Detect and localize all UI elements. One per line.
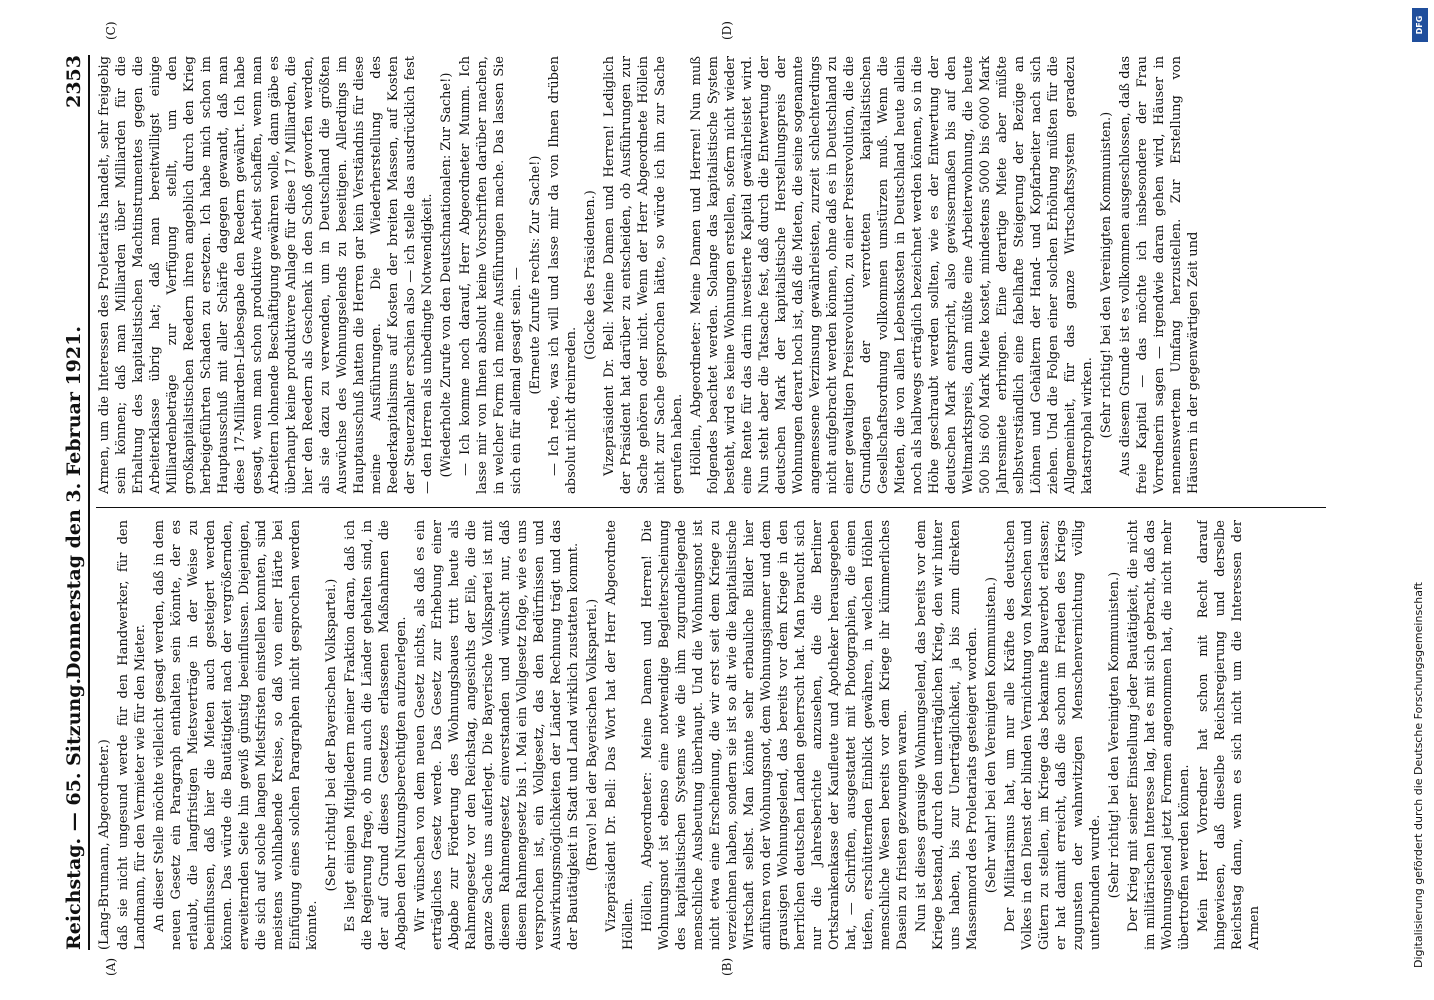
interjection: (Glocke des Präsidenten.) bbox=[583, 190, 598, 360]
right-column bbox=[96, 56, 1326, 494]
chair-statement: Vizepräsident Dr. Bell: Das Wort hat der Herr Abgeordnete Höllein. bbox=[604, 520, 636, 950]
digitization-note: Digitalisierung gefördert durch die Deutsche Forschungsgemeinschaft bbox=[1412, 582, 1425, 968]
page-number: 2353 bbox=[63, 55, 85, 108]
header-date: Donnerstag den 3. Februar 1921. bbox=[63, 326, 85, 679]
paragraph: Es liegt einigen Mitgliedern meiner Fraktion daran, daß ich die Regierung frage, ob nun auch die Länder gehalten sind, in der auf Grund dieses Gesetzes erlassenen Maßnahmen die Abgaben den Nutzungsberechtigten aufzuerlegen. bbox=[343, 520, 409, 950]
paragraph: Nun ist dieses grausige Wohnungselend, das bereits vor dem Kriege bestand, durch den unerträglichen Krieg, den wir hinter uns haben, bis zur Unerträglichkeit, ja bis zum direkten Massenmord des Proletariats gesteigert worden. bbox=[914, 520, 980, 950]
interjection: (Bravo! bei der Bayerischen Volkspartei.) bbox=[585, 598, 600, 872]
paragraph: daß sie nicht ungesund werde für den Handwerker, für den Landmann, für den Vermieter wie für den Mieter. bbox=[116, 520, 148, 950]
dfg-logo-text: DFG bbox=[1415, 15, 1424, 35]
interjection: (Wiederholte Zurufe von den Deutschnationalen: Zur Sache!) bbox=[439, 72, 454, 478]
speech-opening: Höllein, Abgeordneter: Meine Damen und Herren! Nun muß folgendes beachtet werden. Solange das kapitalistische System besteht, wird es keine Wohnungen erstellen, sofern nicht wieder eine Rente für das darin investierte Kapital gewährleistet wird. Nun steht aber die Tatsache fest, daß durch die Entwertung der deutschen Mark der kapitalistische Herstellungspreis der Wohnungen derart hoch ist, daß die Mieten, die seine sogenannte angemessene Verzinsung gewährleisten, zurzeit schlechterdings nicht aufgebracht werden können, ohne daß es in Deutschland zu einer gewaltigen Preisrevolution, zu einer Preisrevolution, die die Grundlagen der verrotteten kapitalistischen Gesellschaftsordnung vollkommen umstürzen muß. Wenn die Mieten, die von allen Lebenskosten in Deutschland heute allein noch als halbwegs erträglich bezeichnet werden können, so in die Höhe geschraubt werden sollten, wie es der Entwertung der deutschen Mark entspricht, also gewissermaßen bis auf den Weltmarktspreis, dann müßte eine Arbeiterwohnung, die heute 500 bis 600 Mark Miete kostet, mindestens 5000 bis 6000 Mark Jahresmiete erbringen. Eine derartige Miete aber müßte selbstverständlich eine fabelhafte Steigerung der Bezüge an Löhnen und Gehältern der Hand- und Kopfarbeiter nach sich ziehen. Und die Folgen einer solchen Erhöhung müßten für die Allgemeinheit, für das ganze Wirtschaftssystem geradezu katastrophal wirken. bbox=[689, 56, 1095, 494]
margin-marker-c: (C) bbox=[104, 21, 118, 40]
margin-marker-b: (B) bbox=[720, 957, 734, 976]
interjection: (Sehr richtig! bei der Bayerischen Volkspartei.) bbox=[324, 578, 339, 892]
interjection: (Sehr wahr! bei den Vereinigten Kommunisten.) bbox=[984, 576, 999, 894]
chair-statement: Vizepräsident Dr. Bell: Meine Damen und Herren! Lediglich der Präsident hat darüber zu entscheiden, ob Ausführungen zur Sache gehören oder nicht. Wenn der Herr Abgeordnete Höllein nicht zur Sache gesprochen hätte, so würde ich ihn zur Sache gerufen haben. bbox=[602, 56, 685, 494]
interjection: (Erneute Zurufe rechts: Zur Sache!) bbox=[528, 155, 543, 395]
header-session: Reichstag. — 65. Sitzung. bbox=[63, 677, 85, 950]
paragraph: Der Krieg mit seiner Einstellung jeder Bautätigkeit, die nicht im militärischen Interesse lag, hat es mit sich gebracht, daß das Wohnungselend jetzt Formen angenommen hat, die nicht mehr übertroffen werden können. bbox=[1126, 520, 1192, 950]
interjection: (Sehr richtig! bei den Vereinigten Kommunisten.) bbox=[1099, 111, 1114, 439]
interjection: (Sehr richtig! bei den Vereinigten Kommunisten.) bbox=[1107, 571, 1122, 899]
paragraph: An dieser Stelle möchte vielleicht gesagt werden, daß in dem neuen Gesetz ein Paragraph enthalten sein könnte, der es erlaubt, die langfristigen Mietsverträge in der Weise zu beeinflussen, daß hier die Mieten auch gesteigert werden können. Das würde die Bautätigkeit nach der vergrößernden, erweiternden Seite hin gewiß günstig beeinflussen. Diejenigen, die sich auf solche langen Mietsfristen einstellen konnten, sind meistens wohlhabende Kreise, so daß von einer Härte bei Einfügung eines solchen Paragraphen nicht gesprochen werden könnte. bbox=[152, 520, 320, 950]
paragraph: Mein Herr Vorredner hat schon mit Recht darauf hingewiesen, daß dieselbe Reichsregierung und derselbe Reichstag dann, wenn es sich nicht um die Interessen der Armen bbox=[1196, 520, 1262, 950]
margin-marker-d: (D) bbox=[720, 21, 734, 40]
paragraph: Wir wünschen von dem neuen Gesetz nichts, als daß es ein erträgliches Gesetz werde. Das Gesetz zur Erhebung einer Abgabe zur Förderung des Wohnungsbaues tritt heute als Rahmengesetz vor den Reichstag, angesichts der Eile, die die ganze Sache uns auferlegt. Die Bayerische Volkspartei ist mit diesem Rahmengesetz einverstanden und wünscht nur, daß diesem Rahmengesetz bis 1. Mai ein Vollgesetz folge, wie es uns versprochen ist, ein Vollgesetz, das den Bedürfnissen und Auswirkungsmöglichkeiten der Länder Rechnung trägt und das der Bautätigkeit in Stadt und Land wirklich zustatten kommt. bbox=[413, 520, 581, 950]
paragraph: Der Militarismus hat, um nur alle Kräfte des deutschen Volkes in den Dienst der blinden Vernichtung von Menschen und Gütern zu stellen, im Kriege das bekannte Bauverbot erlassen; er hat damit erreicht, daß die schon im Frieden des Kriegs zugunsten der wahnwitzigen Menschenvernichtung völlig unterbunden wurde. bbox=[1003, 520, 1103, 950]
speech-opening: Höllein, Abgeordneter: Meine Damen und Herren! Die Wohnungsnot ist ebenso eine notwendige Begleiterscheinung des kapitalistischen Systems wie die ihm zugrundeliegende menschliche Ausbeutung überhaupt. Und die Wohnungsnot ist nicht etwa eine Erscheinung, die wir erst seit dem Kriege zu verzeichnen haben, sondern sie ist so alt wie die kapitalistische Wirtschaft selbst. Man könnte sehr erbauliche Bilder hier anführen von der Wohnungsnot, dem Wohnungsjammer und dem grausigen Wohnungselend, das bereits vor dem Kriege in den herrlichen deutschen Landen geherrscht hat. Man braucht sich nur die Jahresberichte anzusehen, die die Berliner Ortskrankenkasse der Kaufleute und Apotheker herausgegeben hat, — Schriften, ausgestattet mit Photographien, die einen tiefen, erschütternden Einblick gewähren, in welchen Höhlen menschliche Wesen bereits vor dem Kriege ihr kümmerliches Dasein zu fristen gezwungen waren. bbox=[640, 520, 910, 950]
left-column bbox=[96, 520, 1326, 950]
speaker-running-head: (Lang-Brumann, Abgeordneter.) bbox=[97, 739, 112, 950]
paragraph: Aus diesem Grunde ist es vollkommen ausgeschlossen, daß das freie Kapital — das möchte ich insbesondere der Frau Vorrednerin sagen — irgendwie daran gehen wird, Häuser in nennenswertem Umfang herzustellen. Zur Erstellung von Häusern in der gegenwärtigen Zeit und bbox=[1118, 56, 1201, 494]
page-header bbox=[62, 55, 90, 950]
paragraph: Armen, um die Interessen des Proletariats handelt, sehr freigebig sein können; daß man Milliarden über Milliarden für die Erhaltung des kapitalistischen Machtinstrumentes gegen die Arbeiterklasse übrig hat; daß man bereitwilligst einige Milliardenbeträge zur Verfügung stellt, um den großkapitalistischen Reedern ihren angeblich durch den Krieg herbeigeführten Schaden zu ersetzen. Ich habe mich schon im Hauptausschuß mit aller Schärfe dagegen gewandt, daß man diese 17-Milliarden-Liebesgabe den Reedern gewährt. Ich habe gesagt, wenn man schon produktive Arbeit schaffen, wenn man Arbeitern lohnende Beschäftigung gewähren wolle, dann gäbe es überhaupt keine produktivere Anlage für diese 17 Milliarden, die hier den Reedern als Geschenk in den Schoß geworfen werden, als sie dazu zu verwenden, um in Deutschland die größten Auswüchse des Wohnungselends zu beseitigen. Allerdings im Hauptausschuß hatten die Herren gar kein Verständnis für diese meine Ausführungen. Die Wiederherstellung des Reederkapitalismus auf Kosten der breiten Massen, auf Kosten der Steuerzahler erschien also — ich stelle das ausdrücklich fest — den Herren als unbedingte Notwendigkeit. bbox=[97, 56, 435, 494]
margin-marker-a: (A) bbox=[104, 957, 118, 976]
paragraph: — Ich komme noch darauf, Herr Abgeordneter Mumm. Ich lasse mir von Ihnen absolut keine Vorschriften darüber machen, in welcher Form ich meine Ausführungen mache. Das lassen Sie sich ein für allemal gesagt sein. — bbox=[458, 56, 524, 494]
digitization-strip bbox=[1408, 8, 1430, 968]
paragraph: — Ich rede, was ich will und lasse mir da von Ihnen drüben absolut nicht dreinreden. bbox=[547, 56, 579, 494]
column-divider bbox=[96, 507, 1326, 508]
dfg-logo bbox=[1412, 8, 1428, 42]
